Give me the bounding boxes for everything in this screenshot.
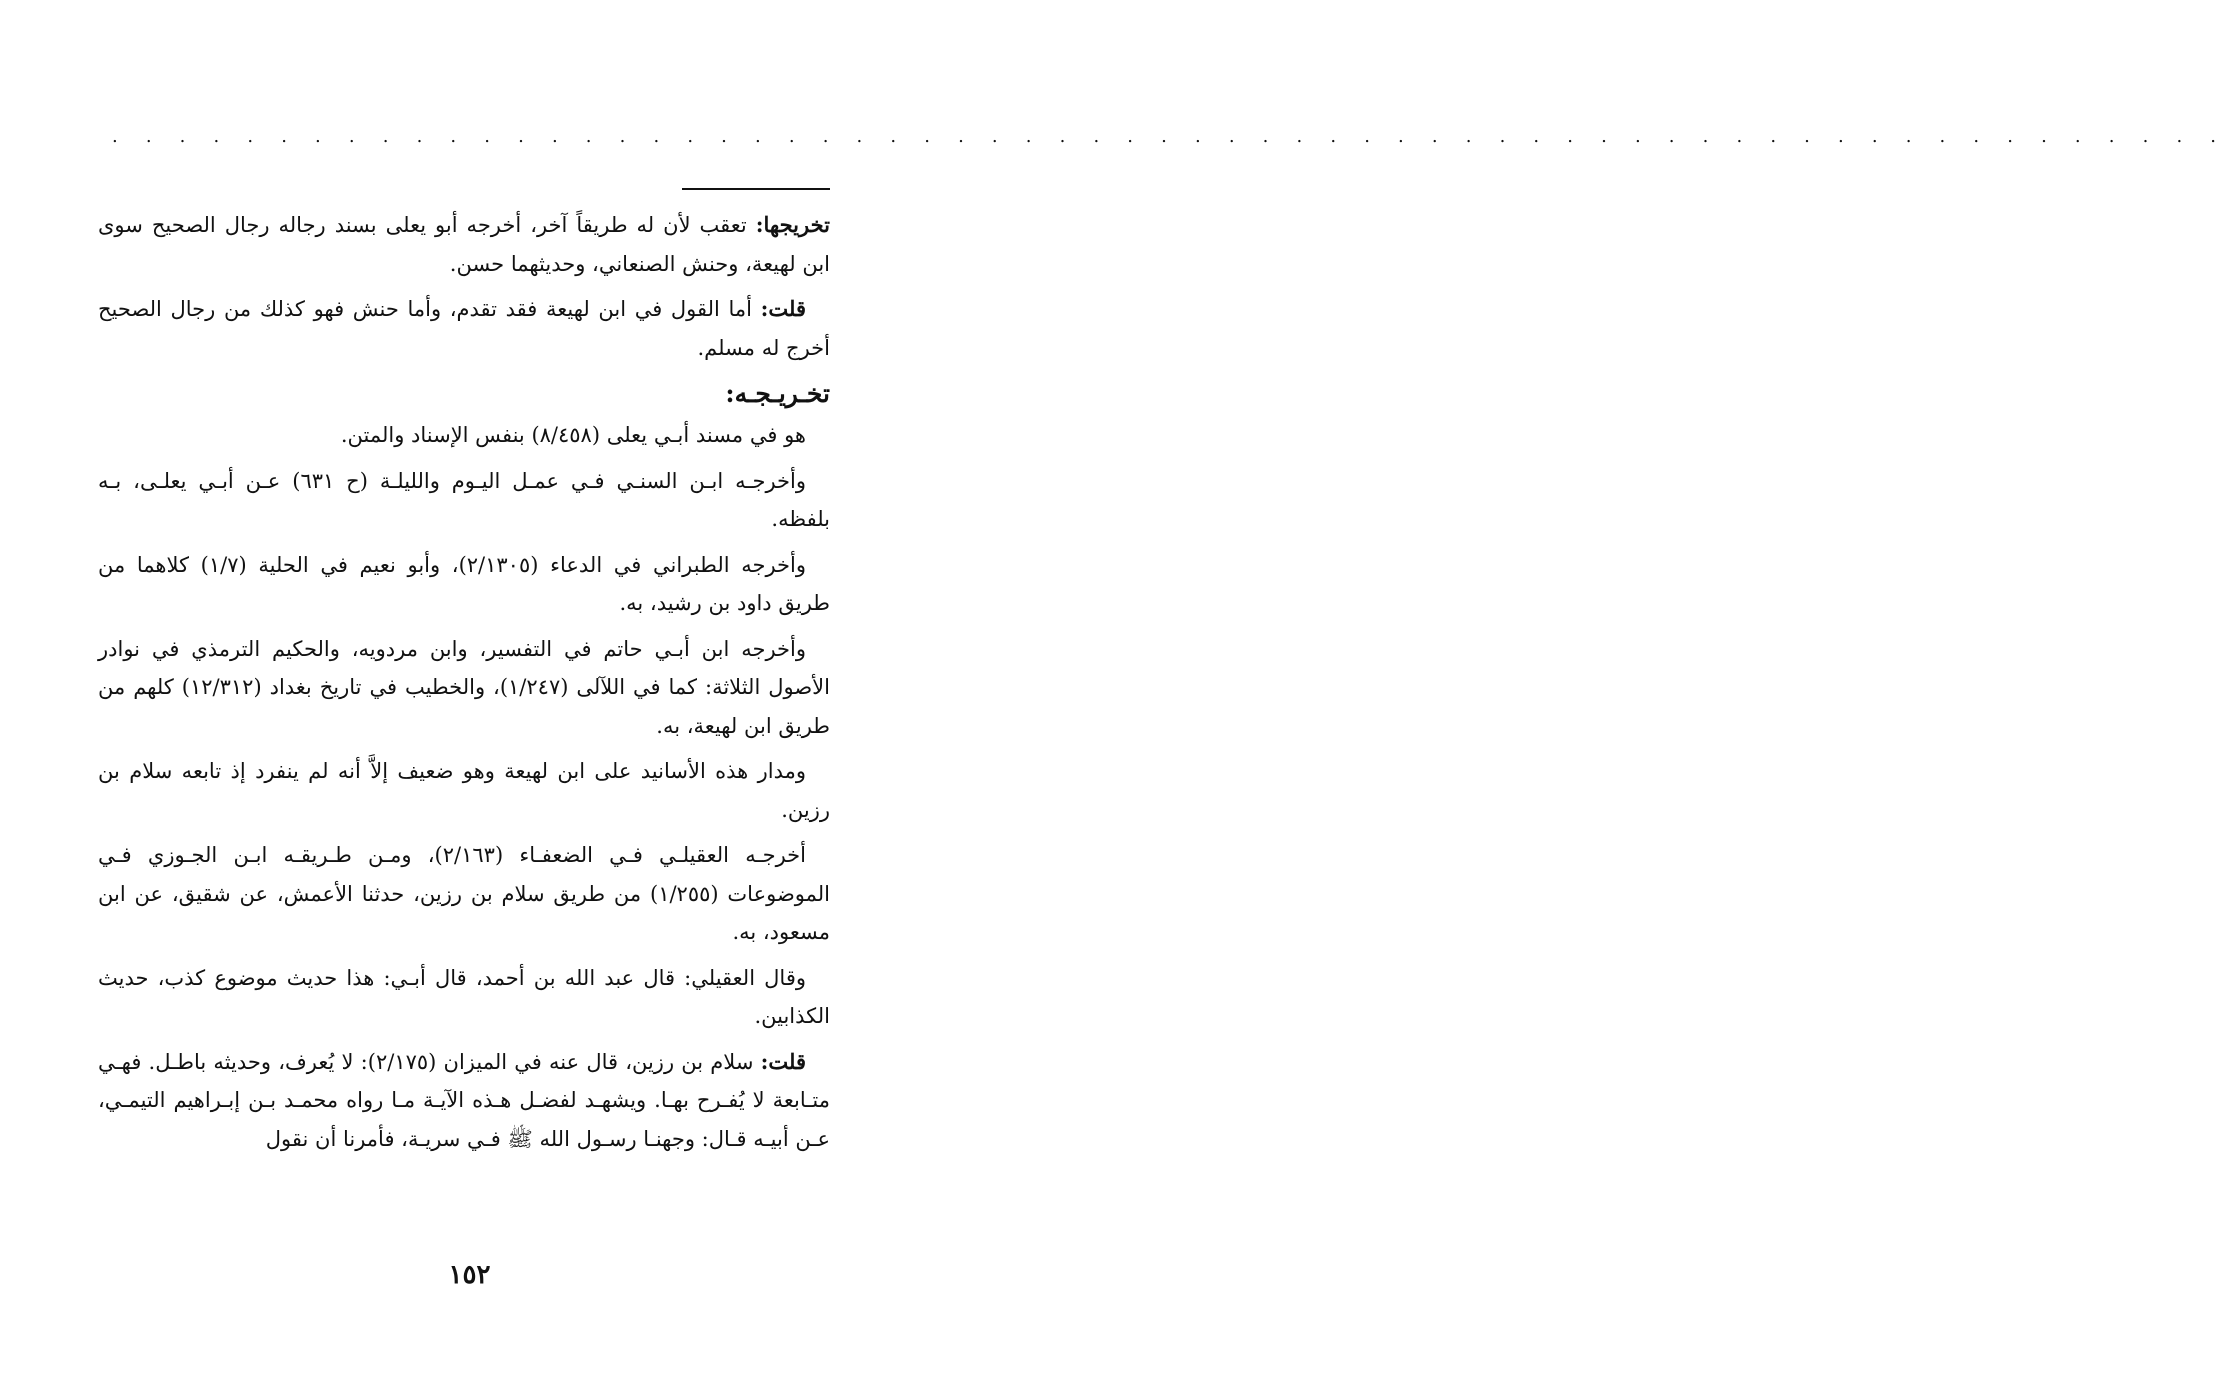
paragraph-text: سلام بن رزين، قال عنه في الميزان (٢/١٧٥): لا يُعرف، وحديثه باطـل. فهـي متـابعة لا يُفـرح بهـا. ويشهـد لفضـل هـذه الآيـة مـا رواه محمـد بـن إبـراهيم التيمـي، عـن أبيـه قـال: وجهنـا رسـول الله ﷺ فـي سريـة، فأمرنا أن نقول (98, 1049, 830, 1151)
paragraph-lead: قلت: (760, 1048, 806, 1074)
paragraph-musnad: هو في مسند أبـي يعلى (٨/٤٥٨) بنفس الإسناد والمتن. (340, 423, 806, 447)
paragraph-text: أما القول في ابن لهيعة فقد تقدم، وأما حنش فهو كذلك من رجال الصحيح أخرج له مسلم. (98, 297, 830, 360)
page-body (98, 206, 830, 1165)
footnote-rule (682, 188, 830, 190)
section-heading: تخـريـجـه: (725, 379, 830, 408)
paragraph-uqayli-quote: وقال العقيلي: قال عبد الله بن أحمد، قال أبـي: هذا حديث موضوع كذب، حديث الكذابين. (98, 965, 830, 1028)
paragraph-takhrijuha (98, 206, 830, 283)
paragraph-tabarani: وأخرجه الطبراني في الدعاء (٢/١٣٠٥)، وأبو نعيم في الحلية (١/٧) كلاهما من طريق داود بن رشيد، به. (98, 552, 830, 615)
paragraph-ibn-sunni: وأخرجـه ابـن السنـي فـي عمـل اليـوم والليلـة (ح ٦٣١) عـن أبـي يعلـى، بـه بلفظه. (98, 468, 830, 531)
paragraph-qultu-1 (98, 290, 830, 367)
paragraph-madar: ومدار هذه الأسانيد على ابن لهيعة وهو ضعيف إلاَّ أنه لم ينفرد إذ تابعه سلام بن رزين. (98, 759, 830, 822)
paragraph-lead: تخريجها: (755, 212, 830, 237)
dotted-separator: . . . . . . . . . . . . . . . . . . . . . . . . . . . . . . . . . . . . . . . . . . . . . . . . . . . . . . . . . . . . . . . (112, 126, 2227, 147)
paragraph-qultu-2 (98, 1043, 830, 1159)
paragraph-uqayli: أخرجـه العقيلـي فـي الضعفـاء (٢/١٦٣)، ومـن طـريقـه ابـن الجـوزي فـي الموضوعات (١/٢٥٥) من طريق سلام بن رزين، حدثنا الأعمش، عن شقيق، عن ابن مسعود، به. (98, 843, 831, 944)
page-number: ١٥٢ (448, 1260, 491, 1290)
paragraph-lead: قلت: (760, 296, 806, 321)
paragraph-text: تعقب لأن له طريقاً آخر، أخرجه أبو يعلى بسند رجاله رجال الصحيح سوى ابن لهيعة، وحنش الصنعاني، وحديثهما حسن. (98, 213, 830, 276)
paragraph-ibn-abi-hatim: وأخرجه ابن أبـي حاتم في التفسير، وابن مردويه، والحكيم الترمذي في نوادر الأصول الثلاثة: كما في اللآلى (١/٢٤٧)، والخطيب في تاريخ بغداد (١٢/٣١٢) كلهم من طريق ابن لهيعة، به. (98, 636, 830, 738)
